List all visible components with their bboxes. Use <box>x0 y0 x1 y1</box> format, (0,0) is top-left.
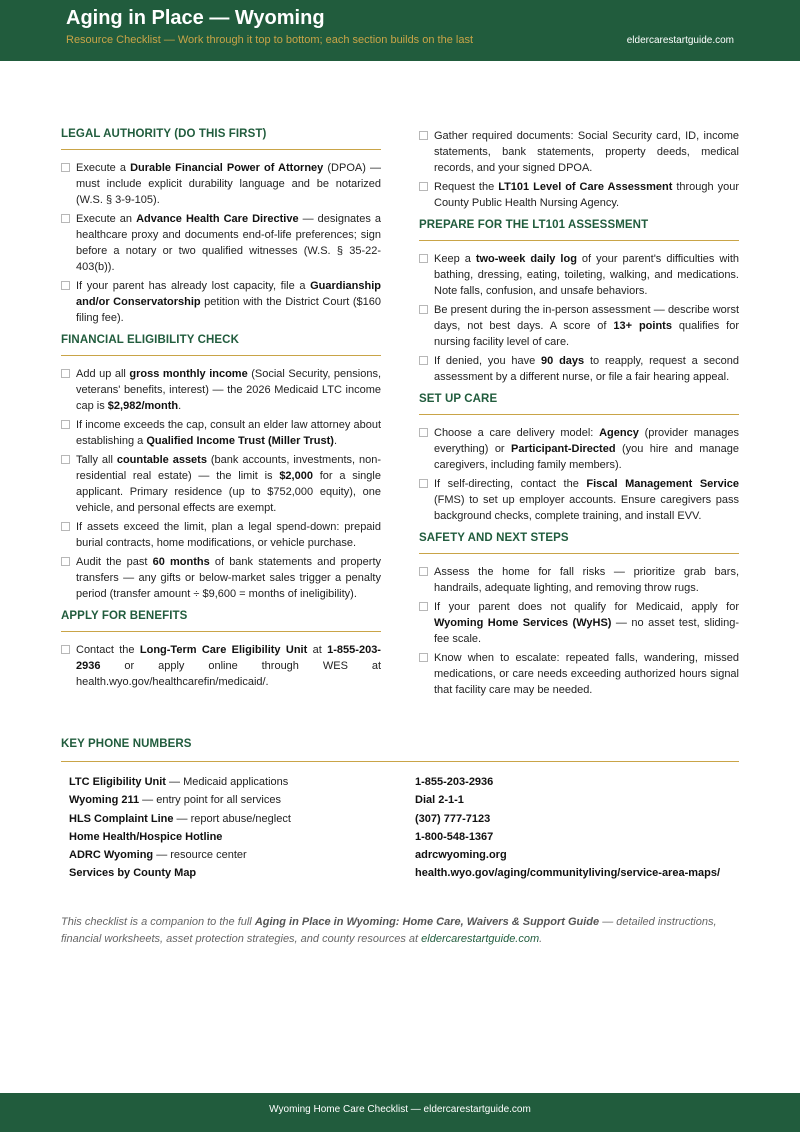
checkbox[interactable] <box>419 428 428 437</box>
checkbox[interactable] <box>61 214 70 223</box>
item-text: Audit the past <box>76 556 153 568</box>
checklist-item <box>61 366 381 414</box>
item-text: of your parent's difficulties with bathing, dressing, eating, toileting, walking, and medications. Note falls, confusion, and unsafe behaviors. <box>434 253 739 297</box>
item-text: (Social Security, pensions, veterans' benefits, interest) — the 2026 Medicaid LTC income cap is <box>76 368 381 412</box>
section-safety <box>419 532 739 698</box>
contact-number[interactable]: 1-855-203-2936 <box>415 776 494 788</box>
contact-description: — entry point for all services <box>139 794 281 807</box>
checkbox[interactable] <box>419 653 428 662</box>
phone-row <box>61 813 739 831</box>
page-subtitle: Resource Checklist — Work through it top to bottom; each section builds on the last <box>66 34 473 46</box>
item-text: Add up all <box>76 368 130 380</box>
phone-contact <box>69 867 196 879</box>
section-title: KEY PHONE NUMBERS <box>61 738 192 750</box>
checkbox[interactable] <box>419 567 428 576</box>
note-text: . <box>539 933 543 945</box>
item-emphasis: two-week daily log <box>475 253 577 265</box>
item-text: Keep a <box>434 253 476 265</box>
item-text: If income exceeds the cap, consult an elder law attorney about establishing a <box>76 419 381 447</box>
item-text: If your parent does not qualify for Medicaid, apply for <box>434 601 739 613</box>
item-text: or apply online through WES at health.wyo.gov/healthcarefin/medicaid/. <box>76 660 381 688</box>
item-text: of bank statements and property transfers — any gifts or below-market sales trigger a penalty period (transfer amount ÷ $9,600 = months of ineligibility). <box>76 556 381 600</box>
checkbox[interactable] <box>61 163 70 172</box>
phone-contact <box>69 776 288 788</box>
item-text: If denied, you have <box>434 355 542 367</box>
section-divider <box>419 414 739 415</box>
checkbox[interactable] <box>61 645 70 654</box>
item-text: (bank accounts, investments, non-residential real estate) — the limit is <box>76 454 381 482</box>
contact-number[interactable]: health.wyo.gov/aging/communityliving/service-area-maps/ <box>415 867 721 880</box>
item-emphasis: gross monthly income <box>129 368 248 380</box>
phone-row <box>61 867 739 885</box>
phone-contact <box>69 813 291 825</box>
checklist-item <box>419 425 739 473</box>
phone-row <box>61 776 739 794</box>
item-text: Contact the <box>76 644 140 656</box>
checkbox[interactable] <box>419 356 428 365</box>
item-emphasis: Agency <box>599 427 639 439</box>
section-title: PREPARE FOR THE LT101 ASSESSMENT <box>419 219 649 231</box>
item-text: Tally all <box>76 454 117 466</box>
checklist-item <box>419 476 739 524</box>
checklist-item <box>61 160 381 208</box>
contact-name: Wyoming 211 <box>69 794 140 807</box>
item-text: Be present during the in-person assessment — describe worst days, not best days. A score of <box>434 304 739 332</box>
footer-text: Wyoming Home Care Checklist — eldercarestartguide.com <box>269 1104 531 1115</box>
item-text: to reapply, request a second assessment by a different nurse, or file a fair hearing appeal. <box>434 355 739 383</box>
right-column <box>419 128 739 706</box>
item-text: Execute an <box>76 213 137 225</box>
contact-name: HLS Complaint Line <box>69 812 174 825</box>
section-divider <box>61 149 381 150</box>
checkbox[interactable] <box>419 305 428 314</box>
section-title: LEGAL AUTHORITY (DO THIS FIRST) <box>61 128 267 140</box>
checklist <box>419 251 739 385</box>
checklist-item <box>419 179 739 211</box>
item-emphasis: Long-Term Care Eligibility Unit <box>139 644 308 656</box>
item-emphasis: Durable Financial Power of Attorney <box>130 162 324 174</box>
companion-note <box>61 914 739 948</box>
checkbox[interactable] <box>419 254 428 263</box>
item-emphasis: Guardianship and/or Conservatorship <box>76 280 381 308</box>
item-text: (you hire and manage caregivers, including family members). <box>434 443 740 471</box>
guide-title: Aging in Place in Wyoming: Home Care, Waivers & Support Guide <box>254 916 600 928</box>
contact-description: — report abuse/neglect <box>173 812 291 825</box>
checklist-item <box>419 353 739 385</box>
checklist-item <box>61 554 381 602</box>
phone-row <box>61 849 739 867</box>
checklist-item <box>61 452 381 516</box>
section-title: SAFETY AND NEXT STEPS <box>419 532 569 544</box>
item-text: Request the <box>434 181 499 193</box>
item-emphasis: LT101 Level of Care Assessment <box>498 181 673 193</box>
page-header <box>0 0 800 61</box>
item-text: Know when to escalate: repeated falls, wandering, missed medications, or care needs exceeding authorized hours signal that facility care may be needed. <box>434 652 739 696</box>
checkbox[interactable] <box>61 281 70 290</box>
phone-row <box>61 831 739 849</box>
checklist <box>61 160 381 326</box>
checklist-item <box>61 519 381 551</box>
phone-contact <box>69 849 247 861</box>
item-emphasis: 1-855-203-2936 <box>76 644 381 672</box>
item-text: If self-directing, contact the <box>434 478 587 490</box>
checklist-item <box>61 642 381 690</box>
item-text: If your parent has already lost capacity, file a <box>76 280 311 292</box>
item-text: Assess the home for fall risks — prioritize grab bars, handrails, adequate lighting, and removing throw rugs. <box>434 566 739 594</box>
item-text: (DPOA) — must include explicit durability language and be notarized (W.S. § 3-9-105). <box>76 162 381 206</box>
item-emphasis: $2,000 <box>279 470 313 482</box>
checkbox[interactable] <box>61 420 70 429</box>
item-emphasis: Qualified Income Trust (Miller Trust) <box>146 435 334 447</box>
contact-number[interactable]: (307) 777-7123 <box>415 812 491 825</box>
checklist-item <box>419 251 739 299</box>
item-text: for a single applicant. Primary residence (up to $752,000 equity), one vehicle, and personal effects are exempt. <box>76 470 381 514</box>
checkbox[interactable] <box>61 369 70 378</box>
checklist <box>61 642 381 690</box>
item-text: (FMS) to set up employer accounts. Ensure caregivers pass background checks, complete training, and install EVV. <box>434 494 739 522</box>
item-emphasis: 90 days <box>541 355 585 367</box>
section-divider <box>419 240 739 241</box>
checklist <box>419 564 739 698</box>
item-emphasis: $2,982/month <box>107 400 179 412</box>
checkbox[interactable] <box>61 557 70 566</box>
section-documents <box>419 128 739 211</box>
section-divider <box>419 553 739 554</box>
section-apply <box>61 610 381 690</box>
checklist-item <box>419 650 739 698</box>
item-text: Execute a <box>76 162 131 174</box>
section-title: SET UP CARE <box>419 393 498 405</box>
section-divider <box>61 355 381 356</box>
item-text: — no asset test, sliding-fee scale. <box>434 617 739 645</box>
item-text: petition with the District Court ($160 filing fee). <box>76 296 381 324</box>
checklist-item <box>61 417 381 449</box>
checklist-item <box>61 211 381 275</box>
contact-name: LTC Eligibility Unit <box>69 776 166 788</box>
item-emphasis: Participant-Directed <box>511 443 616 455</box>
section-prepare <box>419 219 739 385</box>
section-setup <box>419 393 739 524</box>
guide-link[interactable]: eldercarestartguide.com <box>421 933 540 945</box>
key-phone-numbers <box>61 738 739 886</box>
checklist-item <box>419 128 739 176</box>
contact-name: ADRC Wyoming <box>69 849 154 862</box>
page-title: Aging in Place — Wyoming <box>66 7 325 29</box>
section-legal <box>61 128 381 326</box>
item-text: . <box>178 400 182 412</box>
checklist-item <box>419 599 739 647</box>
checkbox[interactable] <box>61 522 70 531</box>
checklist <box>61 366 381 602</box>
contact-name: Services by County Map <box>69 867 197 880</box>
phone-contact <box>69 831 222 843</box>
contact-number[interactable]: Dial 2-1-1 <box>415 794 464 807</box>
section-financial <box>61 334 381 602</box>
note-text: — detailed instructions, financial worksheets, asset protection strategies, and county resources at <box>61 916 717 945</box>
checkbox[interactable] <box>419 131 428 140</box>
checkbox[interactable] <box>419 479 428 488</box>
phone-list <box>61 776 739 886</box>
page-footer <box>0 1093 800 1132</box>
item-text: — designates a healthcare proxy and documents end-of-life preferences; sign before a notary or two qualified witnesses (W.S. § 35-22-403(b)). <box>76 213 382 273</box>
item-emphasis: Advance Health Care Directive <box>136 213 299 225</box>
item-text: . <box>333 435 338 447</box>
item-emphasis: Fiscal Management Service <box>586 478 739 490</box>
item-text: through your County Public Health Nursing Agency. <box>434 181 739 209</box>
header-site-link[interactable]: eldercarestartguide.com <box>626 35 734 46</box>
phone-row <box>61 794 739 812</box>
checklist-item <box>419 564 739 596</box>
item-text: Choose a care delivery model: <box>434 427 600 439</box>
contact-name: Home Health/Hospice Hotline <box>69 830 223 843</box>
contact-number[interactable]: 1-800-548-1367 <box>415 830 494 843</box>
contact-description: — resource center <box>153 849 247 862</box>
section-divider <box>61 761 739 762</box>
checklist-item <box>419 302 739 350</box>
item-emphasis: 13+ points <box>613 320 672 332</box>
item-emphasis: 60 months <box>152 556 210 568</box>
contact-number[interactable]: adrcwyoming.org <box>415 849 507 862</box>
item-text: at <box>307 644 328 656</box>
item-emphasis: Wyoming Home Services (WyHS) <box>434 617 612 629</box>
left-column <box>61 128 381 698</box>
note-text: This checklist is a companion to the full <box>61 916 255 928</box>
section-title: FINANCIAL ELIGIBILITY CHECK <box>61 334 239 346</box>
item-text: Gather required documents: Social Security card, ID, income statements, bank statements, property deeds, medical records, and your signed DPOA. <box>434 130 739 174</box>
section-divider <box>61 631 381 632</box>
checkbox[interactable] <box>419 602 428 611</box>
item-text: qualifies for nursing facility level of care. <box>434 320 740 348</box>
item-text: (provider manages everything) or <box>434 427 739 455</box>
phone-contact <box>69 794 281 806</box>
checklist-item <box>61 278 381 326</box>
checkbox[interactable] <box>61 455 70 464</box>
checklist <box>419 128 739 211</box>
checkbox[interactable] <box>419 182 428 191</box>
contact-description: — Medicaid applications <box>165 776 289 788</box>
checklist <box>419 425 739 524</box>
section-title: APPLY FOR BENEFITS <box>61 610 188 622</box>
item-emphasis: countable assets <box>116 454 207 466</box>
item-text: If assets exceed the limit, plan a legal spend-down: prepaid burial contracts, home modifications, or vehicle purchase. <box>76 521 381 549</box>
